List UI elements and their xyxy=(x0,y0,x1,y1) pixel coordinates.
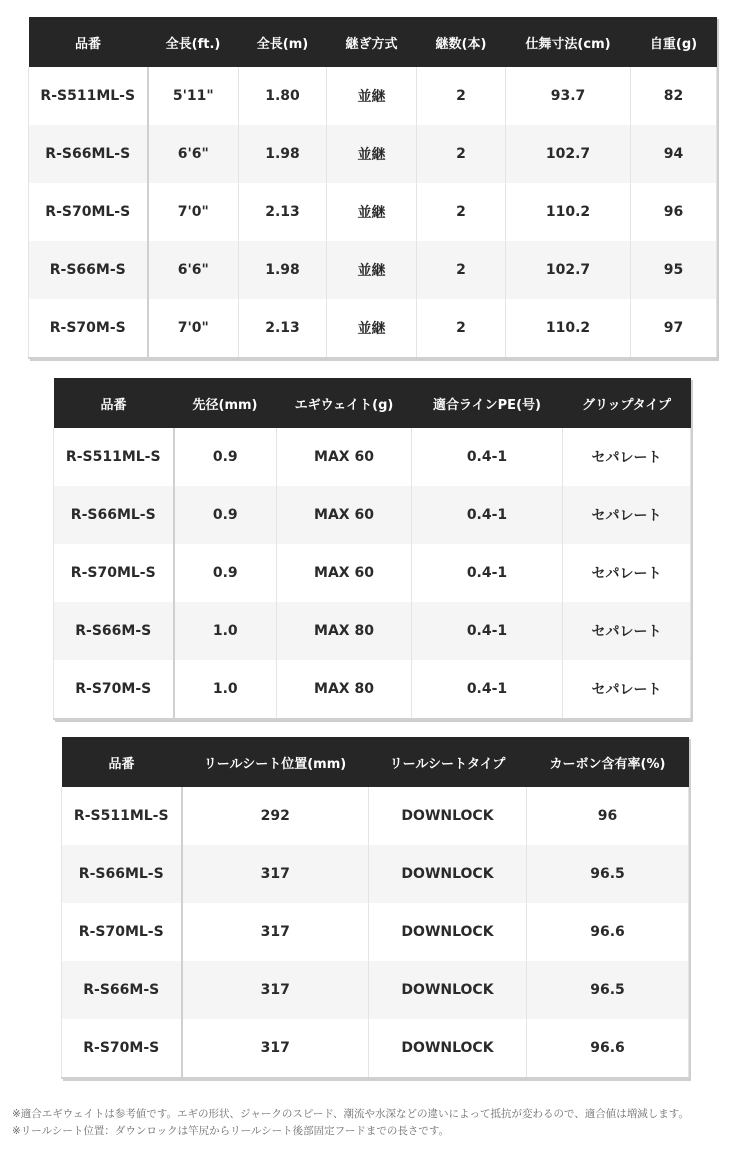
table-cell: 6'6" xyxy=(148,125,239,183)
header-cell: 適合ラインPE(号) xyxy=(412,378,563,428)
table-cell: 96 xyxy=(527,787,689,845)
table-cell: R-S70M-S xyxy=(54,660,174,719)
table-cell: R-S70ML-S xyxy=(54,544,174,602)
table-cell: 2 xyxy=(417,125,506,183)
table-row xyxy=(29,125,717,183)
table-cell: 2 xyxy=(417,241,506,299)
table-cell: R-S66M-S xyxy=(29,241,148,299)
table-row xyxy=(62,787,689,845)
table-cell: DOWNLOCK xyxy=(369,787,527,845)
table-cell: 0.4-1 xyxy=(412,428,563,486)
table-cell: R-S70M-S xyxy=(62,1019,182,1078)
table-cell: 95 xyxy=(631,241,717,299)
table-header-row xyxy=(62,737,689,787)
table-cell: 1.98 xyxy=(239,125,327,183)
table-cell: DOWNLOCK xyxy=(369,845,527,903)
table-cell: 並継 xyxy=(327,241,417,299)
table-row xyxy=(62,1019,689,1078)
table-cell: 0.9 xyxy=(174,544,277,602)
table-cell: 並継 xyxy=(327,125,417,183)
table-cell: セパレート xyxy=(563,428,691,486)
header-cell: 継ぎ方式 xyxy=(327,17,417,67)
footnotes xyxy=(12,1106,732,1140)
table-row xyxy=(54,486,691,544)
table-row xyxy=(54,544,691,602)
spec-table-reel-seat-carbon xyxy=(61,737,689,1079)
table-cell: R-S511ML-S xyxy=(62,787,182,845)
table-cell: 110.2 xyxy=(506,183,631,241)
table-cell: 2.13 xyxy=(239,183,327,241)
table-cell: DOWNLOCK xyxy=(369,903,527,961)
header-cell: 品番 xyxy=(54,378,174,428)
header-cell: 仕舞寸法(cm) xyxy=(506,17,631,67)
table-cell: セパレート xyxy=(563,486,691,544)
table-row xyxy=(62,903,689,961)
table-cell: 7'0" xyxy=(148,183,239,241)
table-cell: R-S66ML-S xyxy=(54,486,174,544)
table-cell: R-S66ML-S xyxy=(62,845,182,903)
table-cell: 1.98 xyxy=(239,241,327,299)
table-row xyxy=(54,602,691,660)
table-cell: MAX 80 xyxy=(277,660,412,719)
table-cell: 並継 xyxy=(327,67,417,125)
table-cell: 並継 xyxy=(327,183,417,241)
header-cell: 品番 xyxy=(29,17,148,67)
footnote-lure-weight: ※適合エギウェイトは参考値です。エギの形状、ジャークのスピード、潮流や水深などの違いによって抵抗が変わるので、適合値は増減します。 xyxy=(12,1108,689,1120)
table-row xyxy=(29,241,717,299)
table-header-row xyxy=(54,378,691,428)
table-cell: 0.4-1 xyxy=(412,544,563,602)
table-cell: 96.5 xyxy=(527,961,689,1019)
table-cell: 0.9 xyxy=(174,428,277,486)
header-cell: リールシートタイプ xyxy=(369,737,527,787)
table-cell: 97 xyxy=(631,299,717,358)
table-cell: 110.2 xyxy=(506,299,631,358)
table-cell: 102.7 xyxy=(506,241,631,299)
table-cell: 0.4-1 xyxy=(412,602,563,660)
table-cell: 96.6 xyxy=(527,903,689,961)
table-cell: 0.9 xyxy=(174,486,277,544)
table-cell: 317 xyxy=(182,961,369,1019)
table-cell: 102.7 xyxy=(506,125,631,183)
table-cell: セパレート xyxy=(563,602,691,660)
header-cell: 継数(本) xyxy=(417,17,506,67)
table-row xyxy=(29,183,717,241)
table-cell: 1.80 xyxy=(239,67,327,125)
table-cell: R-S70ML-S xyxy=(29,183,148,241)
table-cell: 7'0" xyxy=(148,299,239,358)
table-header-row xyxy=(29,17,717,67)
table-cell: 82 xyxy=(631,67,717,125)
table-cell: 96.6 xyxy=(527,1019,689,1078)
table-cell: セパレート xyxy=(563,544,691,602)
header-cell: リールシート位置(mm) xyxy=(182,737,369,787)
table-cell: セパレート xyxy=(563,660,691,719)
table-cell: 2 xyxy=(417,183,506,241)
table-cell: MAX 60 xyxy=(277,486,412,544)
table-cell: MAX 60 xyxy=(277,544,412,602)
table-cell: 317 xyxy=(182,845,369,903)
header-cell: 全長(m) xyxy=(239,17,327,67)
table-cell: 96.5 xyxy=(527,845,689,903)
table-cell: 6'6" xyxy=(148,241,239,299)
header-cell: グリップタイプ xyxy=(563,378,691,428)
table-cell: R-S511ML-S xyxy=(54,428,174,486)
table-cell: 317 xyxy=(182,1019,369,1078)
header-cell: 自重(g) xyxy=(631,17,717,67)
table-cell: 317 xyxy=(182,903,369,961)
table-cell: 96 xyxy=(631,183,717,241)
table-cell: R-S70ML-S xyxy=(62,903,182,961)
table-cell: 94 xyxy=(631,125,717,183)
table-cell: 93.7 xyxy=(506,67,631,125)
table-cell: R-S511ML-S xyxy=(29,67,148,125)
table-cell: MAX 60 xyxy=(277,428,412,486)
table-cell: R-S66M-S xyxy=(54,602,174,660)
table-cell: R-S70M-S xyxy=(29,299,148,358)
table-cell: 並継 xyxy=(327,299,417,358)
table-cell: DOWNLOCK xyxy=(369,1019,527,1078)
table-row xyxy=(62,961,689,1019)
header-cell: 全長(ft.) xyxy=(148,17,239,67)
table-row xyxy=(62,845,689,903)
table-cell: 2 xyxy=(417,299,506,358)
spec-table-length-weight xyxy=(28,17,717,359)
table-cell: 0.4-1 xyxy=(412,486,563,544)
footnote-reel-seat: ※リールシート位置：ダウンロックは竿尻からリールシート後部固定フードまでの長さです。 xyxy=(12,1125,449,1137)
table-cell: 5'11" xyxy=(148,67,239,125)
header-cell: カーボン含有率(%) xyxy=(527,737,689,787)
table-cell: 1.0 xyxy=(174,660,277,719)
table-cell: 2.13 xyxy=(239,299,327,358)
table-cell: 2 xyxy=(417,67,506,125)
table-cell: DOWNLOCK xyxy=(369,961,527,1019)
table-row xyxy=(54,428,691,486)
table-row xyxy=(54,660,691,719)
table-cell: R-S66ML-S xyxy=(29,125,148,183)
table-row xyxy=(29,299,717,358)
spec-table-tip-lure-line xyxy=(53,378,691,720)
header-cell: エギウェイト(g) xyxy=(277,378,412,428)
header-cell: 先径(mm) xyxy=(174,378,277,428)
table-cell: 1.0 xyxy=(174,602,277,660)
table-cell: R-S66M-S xyxy=(62,961,182,1019)
table-cell: 292 xyxy=(182,787,369,845)
header-cell: 品番 xyxy=(62,737,182,787)
table-cell: MAX 80 xyxy=(277,602,412,660)
table-row xyxy=(29,67,717,125)
table-cell: 0.4-1 xyxy=(412,660,563,719)
